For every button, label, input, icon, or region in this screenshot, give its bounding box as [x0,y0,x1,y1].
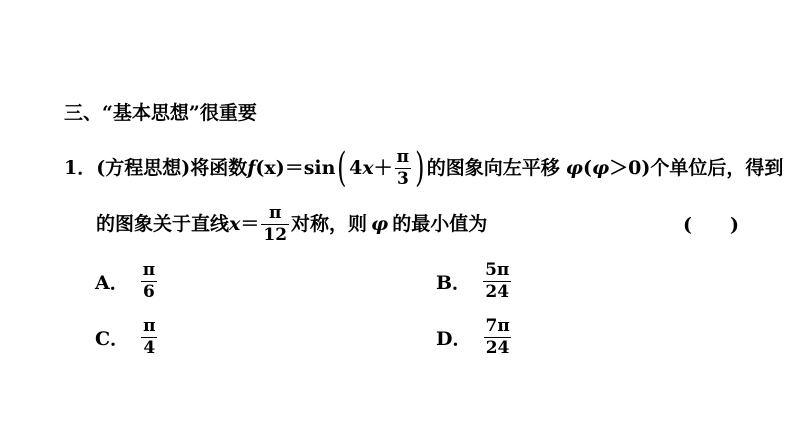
question-line-1 [64,145,784,191]
line2-text-2: 对称，则 [291,213,368,235]
inner-variable: x [362,157,374,179]
option-fraction [483,318,511,357]
answer-blank: ( ) [683,214,739,236]
fraction-denominator: 12 [263,224,288,245]
option-label: C． [95,328,130,350]
question-text-1: 将函数 [190,157,248,179]
function-argument: (x) [255,157,285,179]
inner-coefficient: 4 [349,157,363,179]
line2-variable: x [229,213,241,235]
option-label: D． [436,328,472,350]
fraction-numerator: π [143,316,156,336]
question-number: 1． [64,157,97,179]
option-label: B． [436,272,472,294]
line2-phi: φ [371,213,389,235]
line2-text-1: 的图象关于直线 [96,213,230,235]
phi-condition-rest: ＞0) [609,157,651,179]
question-line-2 [96,204,487,244]
right-big-paren: ) [415,145,425,191]
fraction-denominator: 24 [485,338,510,358]
fraction-numerator: π [142,260,156,280]
function-name: f [247,157,256,179]
question-tag: (方程思想) [96,157,191,179]
fraction-numerator: 7π [485,316,510,336]
fraction-numerator: π [396,146,410,167]
line2-text-3: 的最小值为 [392,213,488,235]
question-text-3: 个单位后，得到 [650,157,784,179]
option-fraction [141,262,157,301]
option-a[interactable] [95,262,159,301]
fraction-pi-over-12 [261,202,289,245]
option-d[interactable] [436,318,514,357]
fraction-denominator: 6 [143,282,155,302]
fraction-denominator: 4 [143,338,156,358]
option-fraction [483,262,511,301]
phi-condition-phi: φ [591,157,610,179]
fraction-denominator: 24 [485,282,510,302]
line2-equals: ＝ [240,213,260,235]
fraction-pi-over-3 [395,146,411,189]
fraction-numerator: 5π [485,260,510,280]
fraction-numerator: π [268,202,282,223]
phi-symbol: φ [565,157,583,179]
option-c[interactable] [95,318,160,357]
question-text-2: 的图象向左平移 [426,157,560,179]
option-fraction [141,318,157,357]
option-label: A． [95,272,129,294]
left-big-paren: ( [337,145,347,191]
section-title: 三、“基本思想”很重要 [64,102,257,124]
inner-plus: ＋ [373,157,393,179]
fraction-denominator: 3 [396,168,409,189]
phi-condition-open: ( [582,157,592,179]
option-b[interactable] [436,262,513,301]
equals-sin: ＝sin [284,157,336,179]
